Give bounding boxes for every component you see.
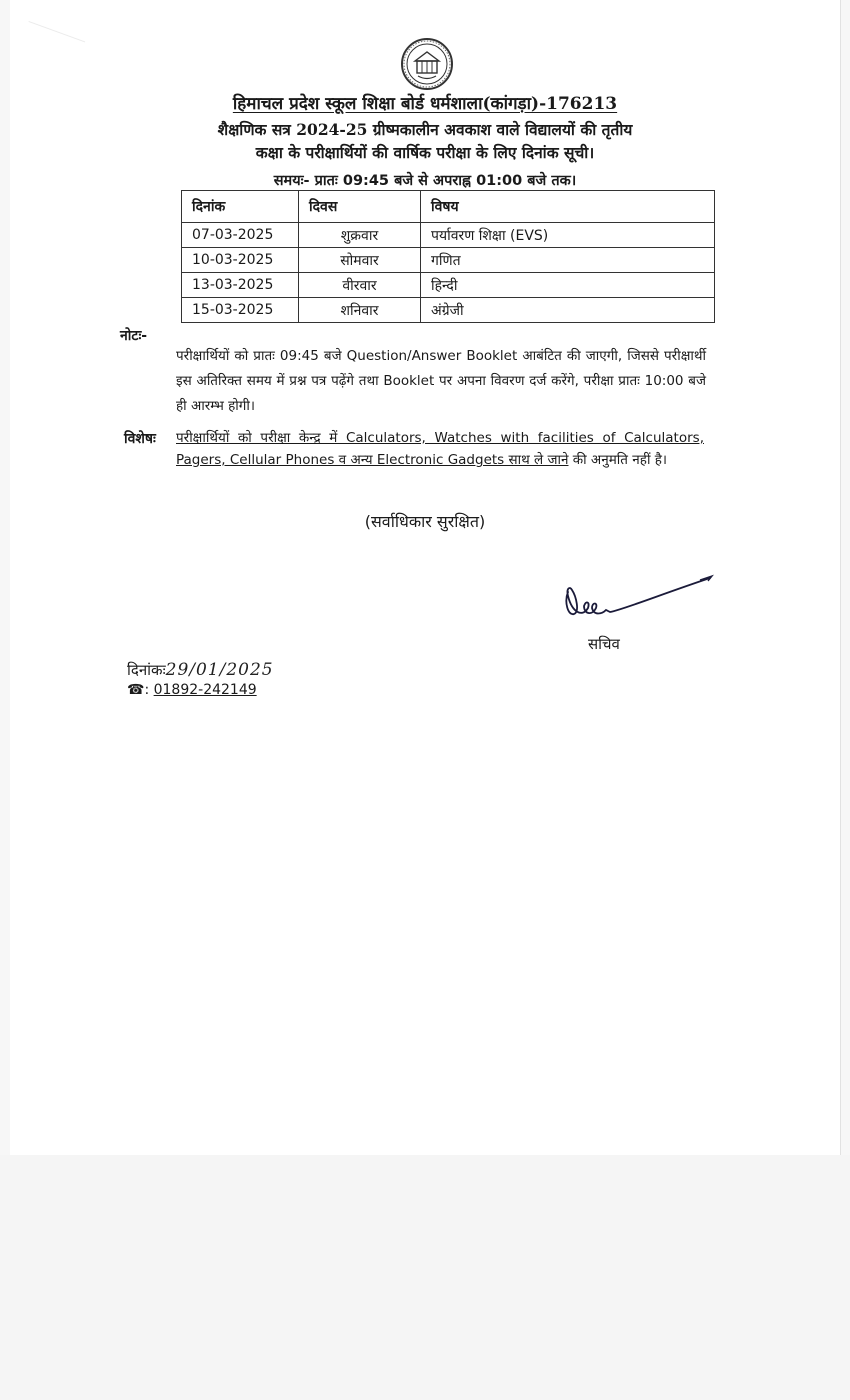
note-label: नोटः- (120, 328, 148, 344)
header-subject: विषय (421, 191, 715, 223)
board-title: हिमाचल प्रदेश स्कूल शिक्षा बोर्ड धर्मशाला(कांगड़ा)-176213 (232, 94, 618, 114)
table-row (182, 223, 715, 248)
phone-icon: ☎: (127, 682, 150, 698)
special-text-rest: की अनुमति नहीं है। (568, 452, 668, 468)
row-subject: गणित (421, 248, 715, 273)
row-subject: अंग्रेजी (421, 298, 715, 323)
table-row (182, 298, 715, 323)
secretary-title: सचिव (588, 635, 620, 653)
row-day: वीरवार (299, 273, 421, 298)
subtitle-line-2: कक्षा के परीक्षार्थियों की वार्षिक परीक्षा के लिए दिनांक सूची। (255, 143, 595, 162)
row-date: 15-03-2025 (182, 298, 299, 323)
row-subject: हिन्दी (421, 273, 715, 298)
row-day: सोमवार (299, 248, 421, 273)
secretary-signature-icon (562, 572, 714, 628)
table-header-row (182, 191, 715, 223)
exam-schedule-table (181, 190, 715, 323)
rights-reserved: (सर्वाधिकार सुरक्षित) (364, 512, 486, 531)
board-emblem-icon (400, 37, 454, 91)
row-date: 07-03-2025 (182, 223, 299, 248)
phone-number: 01892-242149 (153, 682, 257, 698)
header-date: दिनांक (182, 191, 299, 223)
row-day: शुक्रवार (299, 223, 421, 248)
row-date: 13-03-2025 (182, 273, 299, 298)
scan-margin (0, 1155, 850, 1400)
exam-time: समयः- प्रातः 09:45 बजे से अपराह्न 01:00 बजे तक। (273, 173, 577, 189)
row-subject: पर्यावरण शिक्षा (EVS) (421, 223, 715, 248)
issue-date (127, 660, 274, 680)
date-handwritten: 29/01/2025 (165, 660, 274, 680)
special-label: विशेषः (124, 431, 156, 447)
date-label: दिनांकः (127, 661, 166, 679)
row-date: 10-03-2025 (182, 248, 299, 273)
subtitle-line-1: शैक्षणिक सत्र 2024-25 ग्रीष्मकालीन अवकाश वाले विद्यालयों की तृतीय (217, 120, 633, 139)
header-day: दिवस (299, 191, 421, 223)
table-row (182, 248, 715, 273)
special-text-underlined: परीक्षार्थियों को परीक्षा केन्द्र में Calculators, Watches with facilities of Calculators, Pagers, Cellular Phones व अन्य Electronic Gadgets साथ ले जाने (176, 430, 704, 468)
note-text: परीक्षार्थियों को प्रातः 09:45 बजे Question/Answer Booklet आबंटित की जाएगी, जिससे परीक्षार्थी इस अतिरिक्त समय में प्रश्न पत्र पढ़ेंगे तथा Booklet पर अपना विवरण दर्ज करेंगे, परीक्षा प्रातः 10:00 बजे ही आरम्भ होगी। (176, 348, 706, 414)
special-text (176, 427, 704, 471)
row-day: शनिवार (299, 298, 421, 323)
table-row (182, 273, 715, 298)
phone-line (127, 682, 257, 698)
